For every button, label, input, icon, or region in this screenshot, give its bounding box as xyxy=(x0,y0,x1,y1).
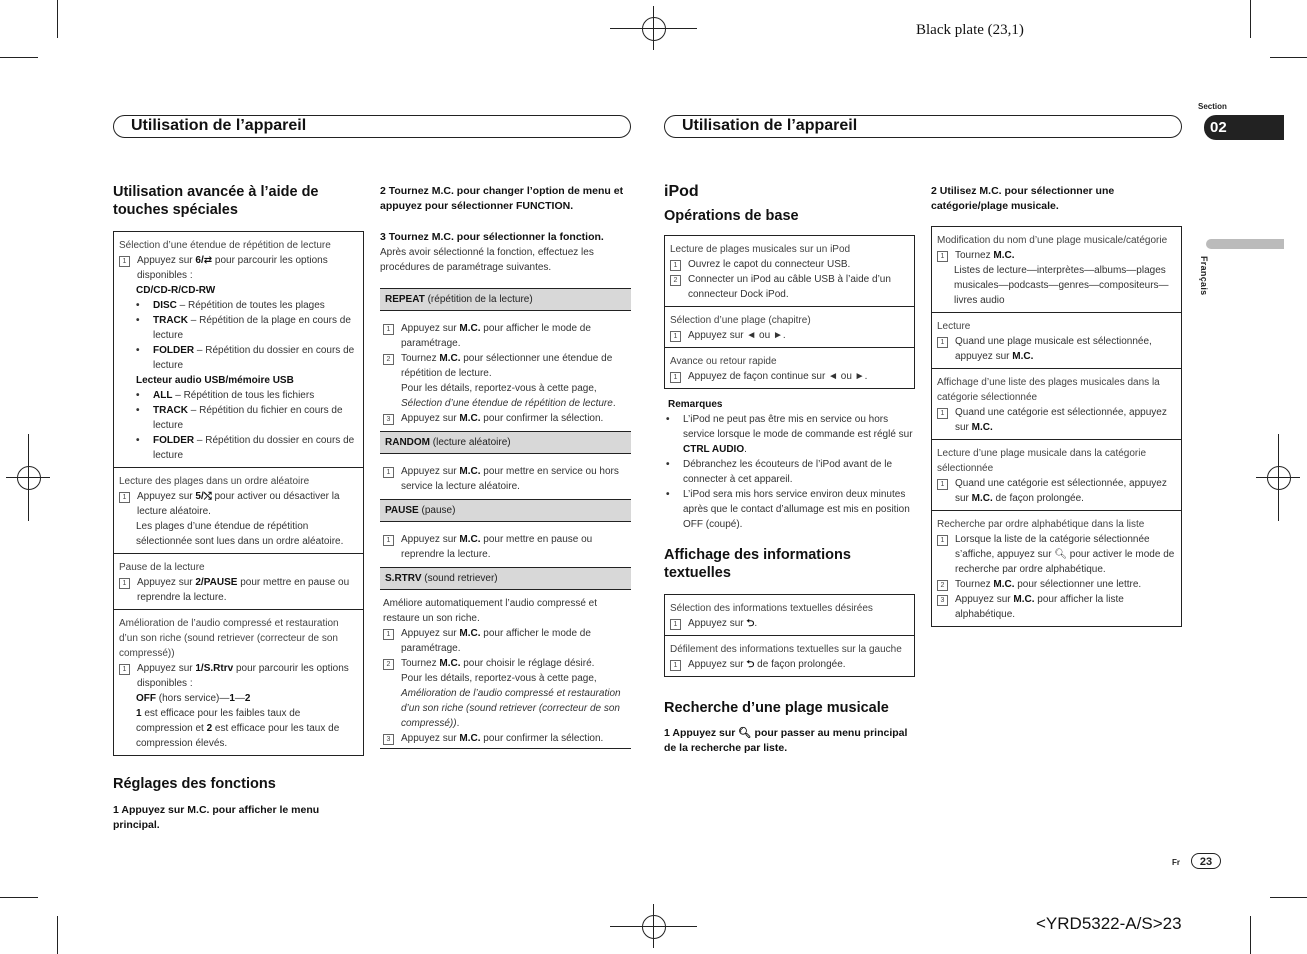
table-cell: Avance ou retour rapide 1 Appuyez de façon continue sur ◄ ou ►. xyxy=(665,348,914,388)
step-number-icon: 1 xyxy=(383,535,394,546)
step-number-icon: 2 xyxy=(383,354,394,365)
step-item: 1 Appuyez sur ◄ ou ►. xyxy=(670,328,909,343)
step-item: 1 Quand une catégorie est sélectionnée, appuyez sur M.C. de façon prolongée. xyxy=(937,476,1176,506)
registration-mark xyxy=(642,915,666,939)
step-item: 1 Ouvrez le capot du connecteur USB. xyxy=(670,257,909,272)
section-label: Section xyxy=(1198,102,1227,111)
step-number-icon: 2 xyxy=(937,580,948,591)
section-heading: Réglages des fonctions xyxy=(113,776,276,792)
section-number: 02 xyxy=(1204,115,1284,140)
list-item: • TRACK – Répétition de la plage en cours de lecture xyxy=(136,315,351,341)
list-item: • DISC – Répétition de toutes les plages xyxy=(136,300,325,311)
table-cell: Sélection d’une plage (chapitre) 1 Appuyez sur ◄ ou ►. xyxy=(665,307,914,348)
crop-mark xyxy=(1270,57,1307,58)
page-lang: Fr xyxy=(1172,858,1180,867)
step-number-icon: 3 xyxy=(383,414,394,425)
display-icon: ⮌ xyxy=(746,618,755,629)
crop-mark xyxy=(57,916,58,954)
step-number-icon: 1 xyxy=(670,660,681,671)
function-header-srtrv: S.RTRV (sound retriever) xyxy=(380,567,631,590)
step-item: 2 Tournez M.C. pour sélectionner une étendue de répétition de lecture. Pour les détails, reportez-vous à cette page, Sélection d’une étendue de répétition de lecture. xyxy=(383,351,631,411)
black-plate-label: Black plate (23,1) xyxy=(916,22,1024,38)
step-number-icon: 1 xyxy=(937,479,948,490)
language-label: Français xyxy=(1199,256,1209,296)
registration-mark xyxy=(28,434,29,521)
text-info-table xyxy=(664,594,915,677)
product-code: <YRD5322-A/S>23 xyxy=(1036,914,1182,933)
step-number-icon: 1 xyxy=(119,664,130,675)
step-item: 1 Appuyez sur M.C. pour afficher le mode de paramétrage. xyxy=(383,321,631,351)
left-header-title: Utilisation de l’appareil xyxy=(131,117,307,134)
step-item: 2 Connecter un iPod au câble USB à l’aide d’un connecteur Dock iPod. xyxy=(670,272,909,302)
registration-mark xyxy=(17,466,41,490)
step-number-icon: 3 xyxy=(383,734,394,745)
step-number-icon: 1 xyxy=(937,408,948,419)
section-heading: Opérations de base xyxy=(664,208,799,224)
step-number-icon: 1 xyxy=(383,629,394,640)
language-tab xyxy=(1206,239,1284,249)
step-number-icon: 1 xyxy=(670,331,681,342)
step-item: 1 Appuyez sur 6/⇄ pour parcourir les options disponibles : xyxy=(119,253,358,283)
step-item: 1 Appuyez sur ⮌ de façon prolongée. xyxy=(670,657,909,672)
step-instruction: 1 Appuyez sur M.C. pour afficher le menu principal. xyxy=(113,804,320,831)
step-item: 1 Appuyez de façon continue sur ◄ ou ►. xyxy=(670,369,909,384)
table-cell: Modification du nom d’une plage musicale/catégorie 1 Tournez M.C. Listes de lecture—interprètes—albums—plages musicales—podcasts—genres—compositeurs—livres audio xyxy=(932,227,1181,313)
repeat-icon: ⇄ xyxy=(203,255,213,266)
section-heading: Recherche d’une plage musicale xyxy=(664,700,889,716)
table-cell: Lecture de plages musicales sur un iPod 1 Ouvrez le capot du connecteur USB. 2 Connecter un iPod au câble USB à l’aide d’un connecteur Dock iPod. xyxy=(665,236,914,307)
step-item: 1 Appuyez sur M.C. pour mettre en pause ou reprendre la lecture. xyxy=(383,532,631,562)
list-item: • TRACK – Répétition du fichier en cours de lecture xyxy=(136,405,343,431)
table-cell: Pause de la lecture 1 Appuyez sur 2/PAUSE pour mettre en pause ou reprendre la lecture. xyxy=(114,554,363,610)
page-number: 23 xyxy=(1191,853,1221,869)
table-cell: Lecture d’une plage musicale dans la catégorie sélectionnée 1 Quand une catégorie est sélectionnée, appuyez sur M.C. de façon prolongée. xyxy=(932,440,1181,511)
step-item: 1 Appuyez sur 2/PAUSE pour mettre en pause ou reprendre la lecture. xyxy=(119,575,358,605)
crop-mark xyxy=(1270,897,1307,898)
step-instruction: 1 Appuyez sur 🔍︎ pour passer au menu principal de la recherche par liste. xyxy=(664,727,908,754)
registration-mark xyxy=(1278,434,1279,521)
list-item: • ALL – Répétition de tous les fichiers xyxy=(136,390,315,401)
shuffle-icon: ⤭ xyxy=(203,491,212,502)
crop-mark xyxy=(1250,0,1251,38)
table-cell: Lecture 1 Quand une plage musicale est sélectionnée, appuyez sur M.C. xyxy=(932,313,1181,369)
step-item: 2 Tournez M.C. pour choisir le réglage désiré. Pour les détails, reportez-vous à cette page, Amélioration de l’audio compressé et restauration d’un son riche (sound retriever (correcteur de son compressé)). xyxy=(383,656,631,731)
step-item: 1 Quand une plage musicale est sélectionnée, appuyez sur M.C. xyxy=(937,334,1176,364)
step-number-icon: 1 xyxy=(119,256,130,267)
table-cell: Affichage d’une liste des plages musicales dans la catégorie sélectionnée 1 Quand une catégorie est sélectionnée, appuyez sur M.C. xyxy=(932,369,1181,440)
column-4 xyxy=(931,184,1182,627)
crop-mark xyxy=(57,0,58,38)
step-item: 1 Appuyez sur M.C. pour mettre en service ou hors service la lecture aléatoire. xyxy=(383,464,631,494)
function-header-pause: PAUSE (pause) xyxy=(380,499,631,522)
step-item: 1 Lorsque la liste de la catégorie sélectionnée s’affiche, appuyez sur 🔍︎ pour activer le mode de recherche par ordre alphabétique. xyxy=(937,532,1176,577)
step-number-icon: 1 xyxy=(670,260,681,271)
column-2: 2 Tournez M.C. pour changer l’option de menu et appuyez pour sélectionner FUNCTION. 3 Tournez M.C. pour sélectionner la fonction. Après avoir sélectionné la fonction, effectuez les procédures de paramétrage suivantes. REPEAT (répétition de la lecture) 1 Appuyez sur M.C. pour afficher le mode de paramétrage. 2 Tournez M.C. pour sélectionner une étendue de répétition de lecture. Pour les détails, reportez-vous à cette page, Sélection d’une étendue de répétition de lecture. 3 Appuyez sur M.C. pour confirmer la sélection. RANDOM (lecture aléatoire) 1 Appuyez sur M.C. pour mettre en service ou hors service la lecture aléatoire. PAUSE (pause) 1 Appuyez sur M.C. pour mettre en pause ou reprendre la lecture. S.RTRV (sound retriever) Améliore automatiquement l’audio compressé et restaure un son riche. 1 Appuyez sur M.C. pour afficher le mode de paramétrage. 2 Tournez M.C. pour choisir le réglage désiré. Pour les détails, reportez-vous à cette page, Amélioration de l’audio compressé et restauration d’un son riche (sound retriever (correcteur de son compressé)). 3 Appuyez sur M.C. pour confirmer la sélection. xyxy=(380,184,631,749)
list-item: • FOLDER – Répétition du dossier en cours de lecture xyxy=(136,345,355,371)
table-cell: Lecture des plages dans un ordre aléatoire 1 Appuyez sur 5/⤭ pour activer ou désactiver la lecture aléatoire. Les plages d’une étendue de répétition sélectionnée sont lues dans un ordre aléatoire. xyxy=(114,468,363,554)
right-header-title: Utilisation de l’appareil xyxy=(682,117,858,134)
list-item: • FOLDER – Répétition du dossier en cours de lecture xyxy=(136,435,355,461)
column-3 xyxy=(664,184,915,756)
page-title: iPod xyxy=(664,183,699,200)
crop-mark xyxy=(0,57,38,58)
step-number-icon: 1 xyxy=(937,251,948,262)
step-item: 3 Appuyez sur M.C. pour afficher la liste alphabétique. xyxy=(937,592,1176,622)
step-item: 1 Quand une catégorie est sélectionnée, appuyez sur M.C. xyxy=(937,405,1176,435)
remarks-title: Remarques xyxy=(668,399,723,410)
step-item: 3 Appuyez sur M.C. pour confirmer la sélection. xyxy=(383,731,631,746)
step-number-icon: 1 xyxy=(937,535,948,546)
table-cell: Sélection des informations textuelles désirées 1 Appuyez sur ⮌. xyxy=(665,595,914,636)
section-heading: Utilisation avancée à l’aide de touches spéciales xyxy=(113,184,319,218)
registration-mark xyxy=(1267,466,1291,490)
step-item: 1 Appuyez sur 5/⤭ pour activer ou désactiver la lecture aléatoire. xyxy=(119,489,358,519)
list-item: • Débranchez les écouteurs de l’iPod avant de le connecter à cet appareil. xyxy=(666,459,893,485)
step-number-icon: 1 xyxy=(937,337,948,348)
registration-mark xyxy=(653,904,654,948)
function-header-random: RANDOM (lecture aléatoire) xyxy=(380,431,631,454)
table-cell: Recherche par ordre alphabétique dans la liste 1 Lorsque la liste de la catégorie sélectionnée s’affiche, appuyez sur 🔍︎ pour activer le mode de recherche par ordre alphabétique. 2 Tournez M.C. pour sélectionner une lettre. 3 Appuyez sur M.C. pour afficher la liste alphabétique. xyxy=(937,519,1175,620)
step-item: 2 Tournez M.C. pour sélectionner une lettre. xyxy=(937,577,1176,592)
step-instruction: 3 Tournez M.C. pour sélectionner la fonction. xyxy=(380,231,604,243)
step-number-icon: 1 xyxy=(119,578,130,589)
operation-table xyxy=(664,235,915,389)
step-number-icon: 2 xyxy=(383,659,394,670)
step-instruction: 2 Utilisez M.C. pour sélectionner une catégorie/plage musicale. xyxy=(931,185,1115,212)
step-number-icon: 3 xyxy=(937,595,948,606)
cell-title: Sélection d’une étendue de répétition de lecture xyxy=(119,240,331,251)
search-icon: 🔍︎ xyxy=(738,727,752,739)
step-number-icon: 2 xyxy=(670,275,681,286)
step-item: 1 Tournez M.C. xyxy=(937,248,1176,263)
crop-mark xyxy=(0,897,38,898)
section-heading: Affichage des informations textuelles xyxy=(664,547,851,581)
step-instruction: 2 Tournez M.C. pour changer l’option de menu et appuyez pour sélectionner FUNCTION. xyxy=(380,185,624,212)
list-item: • L’iPod ne peut pas être mis en service ou hors service lorsque le mode de commande est réglé sur CTRL AUDIO. xyxy=(666,414,913,455)
table-cell: Défilement des informations textuelles sur la gauche 1 Appuyez sur ⮌ de façon prolongée. xyxy=(665,636,914,676)
step-item: 1 Appuyez sur ⮌. xyxy=(670,616,909,631)
table-cell: Amélioration de l’audio compressé et restauration d’un son riche (sound retriever (correcteur de son compressé)) 1 Appuyez sur 1/S.Rtrv pour parcourir les options disponibles : OFF (hors service)—1—2 1 est efficace pour les faibles taux de compression et 2 est efficace pour les taux de compression élevés. xyxy=(114,610,363,755)
category-table xyxy=(931,226,1182,627)
step-item: 1 Appuyez sur 1/S.Rtrv pour parcourir les options disponibles : xyxy=(119,661,358,691)
step-number-icon: 1 xyxy=(383,324,394,335)
crop-mark xyxy=(1250,916,1251,954)
step-number-icon: 1 xyxy=(670,372,681,383)
function-header-repeat: REPEAT (répétition de la lecture) xyxy=(380,288,631,311)
step-item: 3 Appuyez sur M.C. pour confirmer la sélection. xyxy=(383,411,631,426)
search-icon: 🔍︎ xyxy=(1054,549,1068,560)
step-number-icon: 1 xyxy=(670,619,681,630)
step-number-icon: 1 xyxy=(383,467,394,478)
display-icon: ⮌ xyxy=(746,659,755,670)
table-cell: Sélection d’une étendue de répétition de lecture 1 Appuyez sur 6/⇄ pour parcourir les options disponibles : CD/CD-R/CD-RW • DISC – Répétition de toutes les plages • TRACK – Répétition de la plage en cours de lecture • FOLDER – Répétition du dossier en cours de lecture Lecteur audio USB/mémoire USB • ALL – Répétition de tous les fichiers • TRACK – Répétition du fichier en cours de lecture • FOLDER – Répétition du dossier en cours de lecture xyxy=(114,232,363,468)
registration-mark xyxy=(653,6,654,50)
function-table xyxy=(113,231,364,756)
step-number-icon: 1 xyxy=(119,492,130,503)
list-item: • L’iPod sera mis hors service environ deux minutes après que le contact d’allumage est mis en position OFF (coupé). xyxy=(666,489,910,530)
column-1 xyxy=(113,183,364,833)
registration-mark xyxy=(642,17,666,41)
step-item: 1 Appuyez sur M.C. pour afficher le mode de paramétrage. xyxy=(383,626,631,656)
